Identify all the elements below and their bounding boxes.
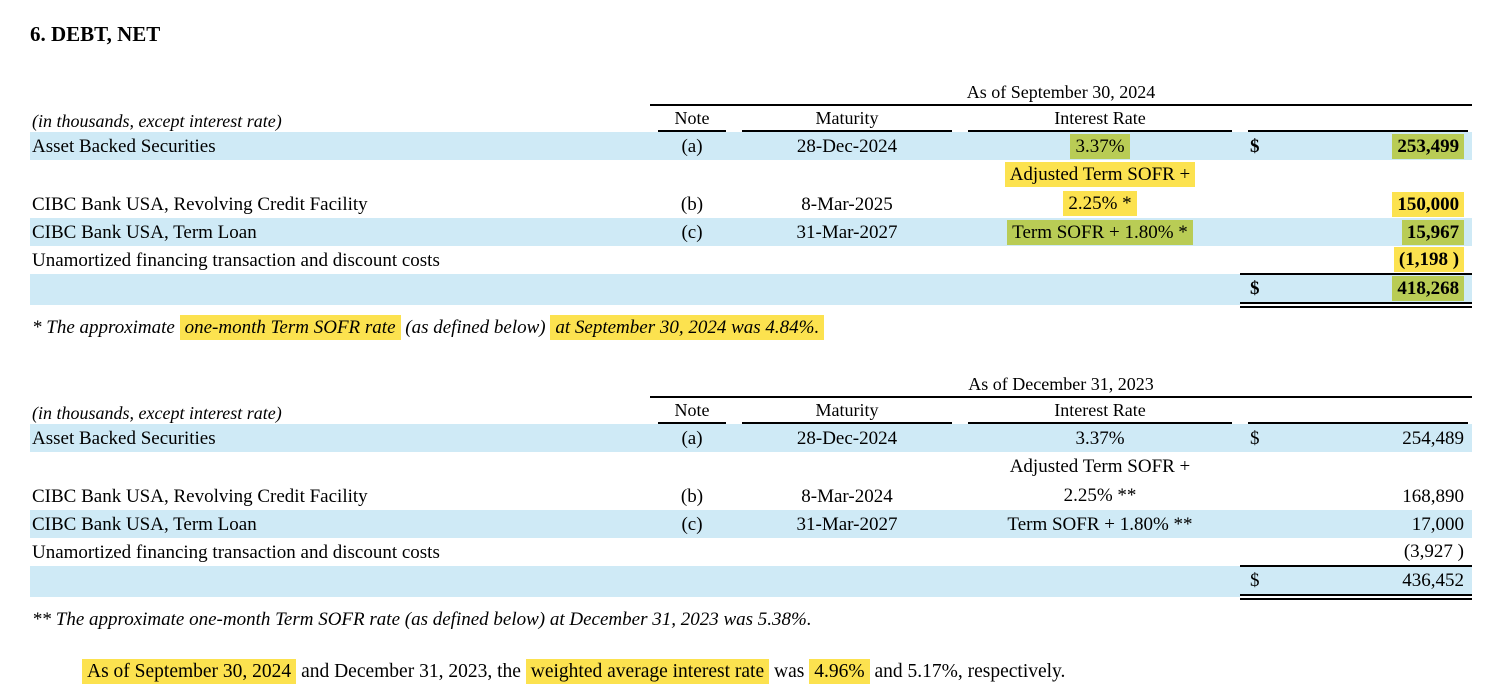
amount-highlight: 15,967 <box>1402 220 1464 245</box>
footnote-highlight: one-month Term SOFR rate <box>180 315 401 340</box>
period-header: As of September 30, 2024 <box>650 77 1472 105</box>
amount-cell: 17,000 <box>1286 510 1472 538</box>
table-row-unamortized <box>30 246 1472 274</box>
note-cell: (a) <box>650 132 734 160</box>
note-cell: (a) <box>650 424 734 452</box>
interest-highlight: Term SOFR + 1.80% * <box>1007 220 1193 245</box>
amount-highlight: 253,499 <box>1392 134 1464 159</box>
amount-cell <box>1286 218 1472 246</box>
period-header-row <box>30 77 1472 105</box>
paragraph-segment: was <box>769 661 810 682</box>
currency-cell: $ <box>1240 566 1286 597</box>
period-header: As of December 31, 2023 <box>650 369 1472 397</box>
currency-cell <box>1240 452 1286 510</box>
table-row-termloan <box>30 218 1472 246</box>
table1-footnote <box>32 317 1472 339</box>
currency-cell <box>1240 160 1286 218</box>
col-header-maturity: Maturity <box>742 107 952 132</box>
col-header-note: Note <box>658 399 726 424</box>
amount-cell <box>1286 132 1472 160</box>
unit-note: (in thousands, except interest rate) <box>32 111 282 131</box>
table-row-unamortized <box>30 538 1472 566</box>
amount-cell <box>1286 160 1472 218</box>
table-row-revolver <box>30 452 1472 510</box>
interest-cell <box>960 132 1240 160</box>
paragraph-segment: and December 31, 2023, the <box>296 661 526 682</box>
amount-highlight: 150,000 <box>1392 192 1464 217</box>
period-header-row <box>30 369 1472 397</box>
row-label: Unamortized financing transaction and discount costs <box>32 542 440 563</box>
interest-highlight: 3.37% <box>1070 134 1129 159</box>
section-title: 6. DEBT, NET <box>30 22 161 46</box>
footnote-highlight: at September 30, 2024 was 4.84%. <box>550 315 824 340</box>
footnote-segment: (as defined below) <box>400 317 551 338</box>
currency-cell: $ <box>1240 424 1286 452</box>
table-row-abs <box>30 132 1472 160</box>
amount-highlight: 418,268 <box>1392 276 1464 301</box>
interest-cell <box>960 218 1240 246</box>
row-label: CIBC Bank USA, Revolving Credit Facility <box>32 486 368 507</box>
maturity-cell: 28-Dec-2024 <box>734 132 960 160</box>
table-row-termloan <box>30 510 1472 538</box>
col-header-interest: Interest Rate <box>968 399 1232 424</box>
debt-table-2024 <box>30 77 1472 308</box>
column-header-row <box>30 397 1472 424</box>
interest-line2: 2.25% ** <box>1063 485 1137 506</box>
row-label: Asset Backed Securities <box>30 424 650 452</box>
note-cell: (b) <box>680 486 704 507</box>
row-label: Asset Backed Securities <box>30 132 650 160</box>
interest-cell: Term SOFR + 1.80% ** <box>960 510 1240 538</box>
paragraph-highlight: weighted average interest rate <box>526 659 769 684</box>
currency-cell <box>1240 218 1286 246</box>
col-header-note: Note <box>658 107 726 132</box>
table-row-abs <box>30 424 1472 452</box>
column-header-row <box>30 105 1472 132</box>
amount-cell <box>1286 246 1472 274</box>
currency-cell: $ <box>1240 132 1286 160</box>
table-row-total <box>30 566 1472 597</box>
amount-cell: (3,927 ) <box>1286 538 1472 566</box>
row-label: Unamortized financing transaction and discount costs <box>32 250 440 271</box>
paragraph-highlight: 4.96% <box>809 659 869 684</box>
amount-cell: 168,890 <box>1402 486 1464 507</box>
debt-table-2023 <box>30 369 1472 600</box>
table2-footnote: ** The approximate one-month Term SOFR rate (as defined below) at December 31, 2023 was 5.38%. <box>32 609 812 630</box>
interest-cell <box>960 160 1240 218</box>
unit-note: (in thousands, except interest rate) <box>32 403 282 423</box>
note-cell: (b) <box>680 194 704 215</box>
amount-cell: 254,489 <box>1286 424 1472 452</box>
interest-line2-highlight: 2.25% * <box>1063 191 1136 216</box>
total-amount-cell <box>1286 274 1472 305</box>
row-label: CIBC Bank USA, Term Loan <box>30 510 650 538</box>
paragraph-segment: and 5.17%, respectively. <box>869 661 1066 682</box>
row-label: CIBC Bank USA, Term Loan <box>30 218 650 246</box>
maturity-cell: 8-Mar-2024 <box>801 486 893 507</box>
col-header-maturity: Maturity <box>742 399 952 424</box>
footnote-segment: * The approximate <box>32 317 180 338</box>
maturity-cell: 31-Mar-2027 <box>734 510 960 538</box>
summary-paragraph <box>30 661 1472 683</box>
amount-highlight: (1,198 ) <box>1394 247 1464 272</box>
interest-cell <box>960 452 1240 510</box>
table-row-total <box>30 274 1472 305</box>
col-header-amount-rule <box>1248 108 1468 132</box>
note-cell: (c) <box>650 218 734 246</box>
maturity-cell: 8-Mar-2025 <box>801 194 893 215</box>
paragraph-highlight: As of September 30, 2024 <box>82 659 296 684</box>
interest-line1-highlight: Adjusted Term SOFR + <box>1005 162 1196 187</box>
currency-cell: $ <box>1240 274 1286 305</box>
currency-cell <box>1240 246 1286 274</box>
currency-cell <box>1240 538 1286 566</box>
total-amount-cell: 436,452 <box>1286 566 1472 597</box>
interest-line1: Adjusted Term SOFR + <box>1009 456 1191 477</box>
interest-cell: 3.37% <box>960 424 1240 452</box>
note-cell: (c) <box>650 510 734 538</box>
table-row-revolver <box>30 160 1472 218</box>
col-header-interest: Interest Rate <box>968 107 1232 132</box>
col-header-amount-rule <box>1248 400 1468 424</box>
currency-cell <box>1240 510 1286 538</box>
maturity-cell: 28-Dec-2024 <box>734 424 960 452</box>
maturity-cell: 31-Mar-2027 <box>734 218 960 246</box>
row-label: CIBC Bank USA, Revolving Credit Facility <box>32 194 368 215</box>
